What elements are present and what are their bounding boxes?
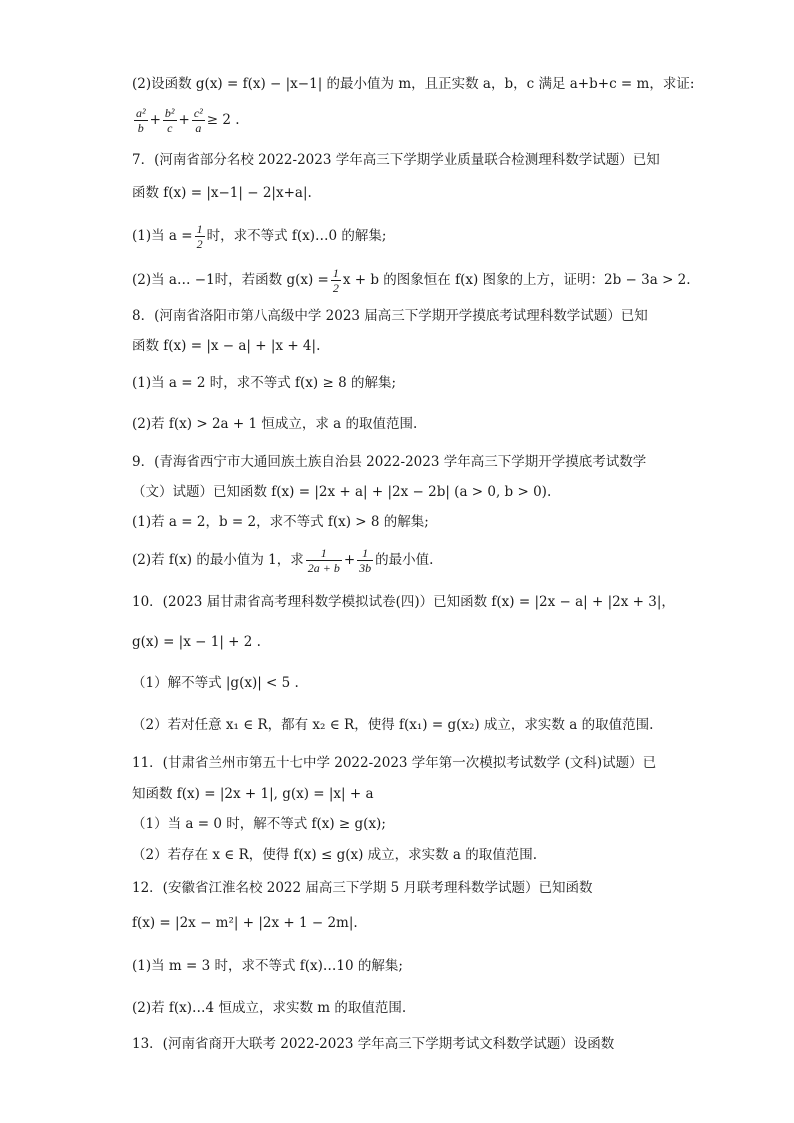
problem-9-part-1: (1)若 a = 2，b = 2，求不等式 f(x) > 8 的解集; [132,514,429,530]
fraction-one-half-x: $\frac{1}{2}$ [332,266,339,295]
fraction-b2-over-c: $\frac{\text{b²}}{c}$ [164,106,175,135]
inequality-tail: ≥ 2 . [206,112,240,128]
problem-11-header: 11．(甘肃省兰州市第五十七中学 2022-2023 学年第一次模拟考试数学 (文科)试题）已 [132,755,657,771]
problem-7-function: 函数 f(x) = |x−1| − 2|x+a|. [132,185,312,201]
fraction-one-half: $\frac{1}{2}$ [196,222,203,251]
fraction-inequality: $\frac{\text{a²}}{b}$ + $\frac{\text{b²}}{c}$ + $\frac{\text{c²}}{a}$ ≥ 2 . [136,106,240,135]
problem-10-part-2: （2）若对任意 x₁ ∈ R，都有 x₂ ∈ R，使得 f(x₁) = g(x₂) 成立，求实数 a 的取值范围. [132,717,654,733]
problem-8-part-2: (2)若 f(x) > 2a + 1 恒成立，求 a 的取值范围. [132,416,418,432]
problem-8-header: 8．(河南省洛阳市第八高级中学 2023 届高三下学期开学摸底考试理科数学试题）已知 [132,308,648,324]
fraction-a2-over-b: $\frac{\text{a²}}{b}$ [136,106,146,135]
problem-12-part-2: (2)若 f(x)…4 恒成立，求实数 m 的取值范围. [132,1000,407,1016]
problem-12-header: 12．(安徽省江淮名校 2022 届高三下学期 5 月联考理科数学试题）已知函数 [132,880,593,896]
fraction-c2-over-a: $\frac{\text{c²}}{a}$ [193,106,203,135]
problem-9-header: 9．(青海省西宁市大通回族土族自治县 2022-2023 学年高三下学期开学摸底考试数学 [132,454,647,470]
problem-7-part-2: (2)当 a… −1时，若函数 g(x) = $\frac{1}{2}$ x + b 的图象恒在 f(x) 图象的上方，证明：2b − 3a > 2. [132,266,691,295]
problem-8-part-1: (1)当 a = 2 时，求不等式 f(x) ≥ 8 的解集; [132,375,396,391]
problem-9-part-2: (2)若 f(x) 的最小值为 1，求 $\frac{1}{2a + b}$ + $\frac{1}{3b}$ 的最小值. [132,546,434,575]
problem-8-function: 函数 f(x) = |x − a| + |x + 4|. [132,338,321,354]
problem-10-header: 10．(2023 届甘肃省高考理科数学模拟试卷(四)）已知函数 f(x) = |2x − a| + |2x + 3|， [132,594,675,610]
fraction-1-over-3b: $\frac{1}{3b}$ [359,546,372,575]
problem-12-part-1: (1)当 m = 3 时，求不等式 f(x)…10 的解集; [132,958,403,974]
problem-6-part-2: (2)设函数 g(x) = f(x) − |x−1| 的最小值为 m，且正实数 a，b，c 满足 a+b+c = m，求证: [132,76,695,92]
problem-7-header: 7．(河南省部分名校 2022-2023 学年高三下学期学业质量联合检测理科数学试题）已知 [132,152,660,168]
problem-10-g-function: g(x) = |x − 1| + 2 . [132,634,261,650]
problem-11-part-2: （2）若存在 x ∈ R，使得 f(x) ≤ g(x) 成立，求实数 a 的取值范围. [132,847,538,863]
fraction-1-over-2a-plus-b: $\frac{1}{2a + b}$ [307,546,340,575]
problem-9-function: （文）试题）已知函数 f(x) = |2x + a| + |2x − 2b| (a > 0, b > 0). [132,484,552,500]
problem-7-part-1: (1)当 a = $\frac{1}{2}$ 时，求不等式 f(x)…0 的解集; [132,222,387,251]
problem-12-function: f(x) = |2x − m²| + |2x + 1 − 2m|. [132,915,358,931]
problem-13-header: 13．(河南省商开大联考 2022-2023 学年高三下学期考试文科数学试题）设函数 [132,1036,615,1052]
problem-11-part-1: （1）当 a = 0 时，解不等式 f(x) ≥ g(x); [132,816,386,832]
problem-11-function: 知函数 f(x) = |2x + 1|, g(x) = |x| + a [132,786,374,802]
problem-10-part-1: （1）解不等式 |g(x)| < 5 . [132,675,299,691]
